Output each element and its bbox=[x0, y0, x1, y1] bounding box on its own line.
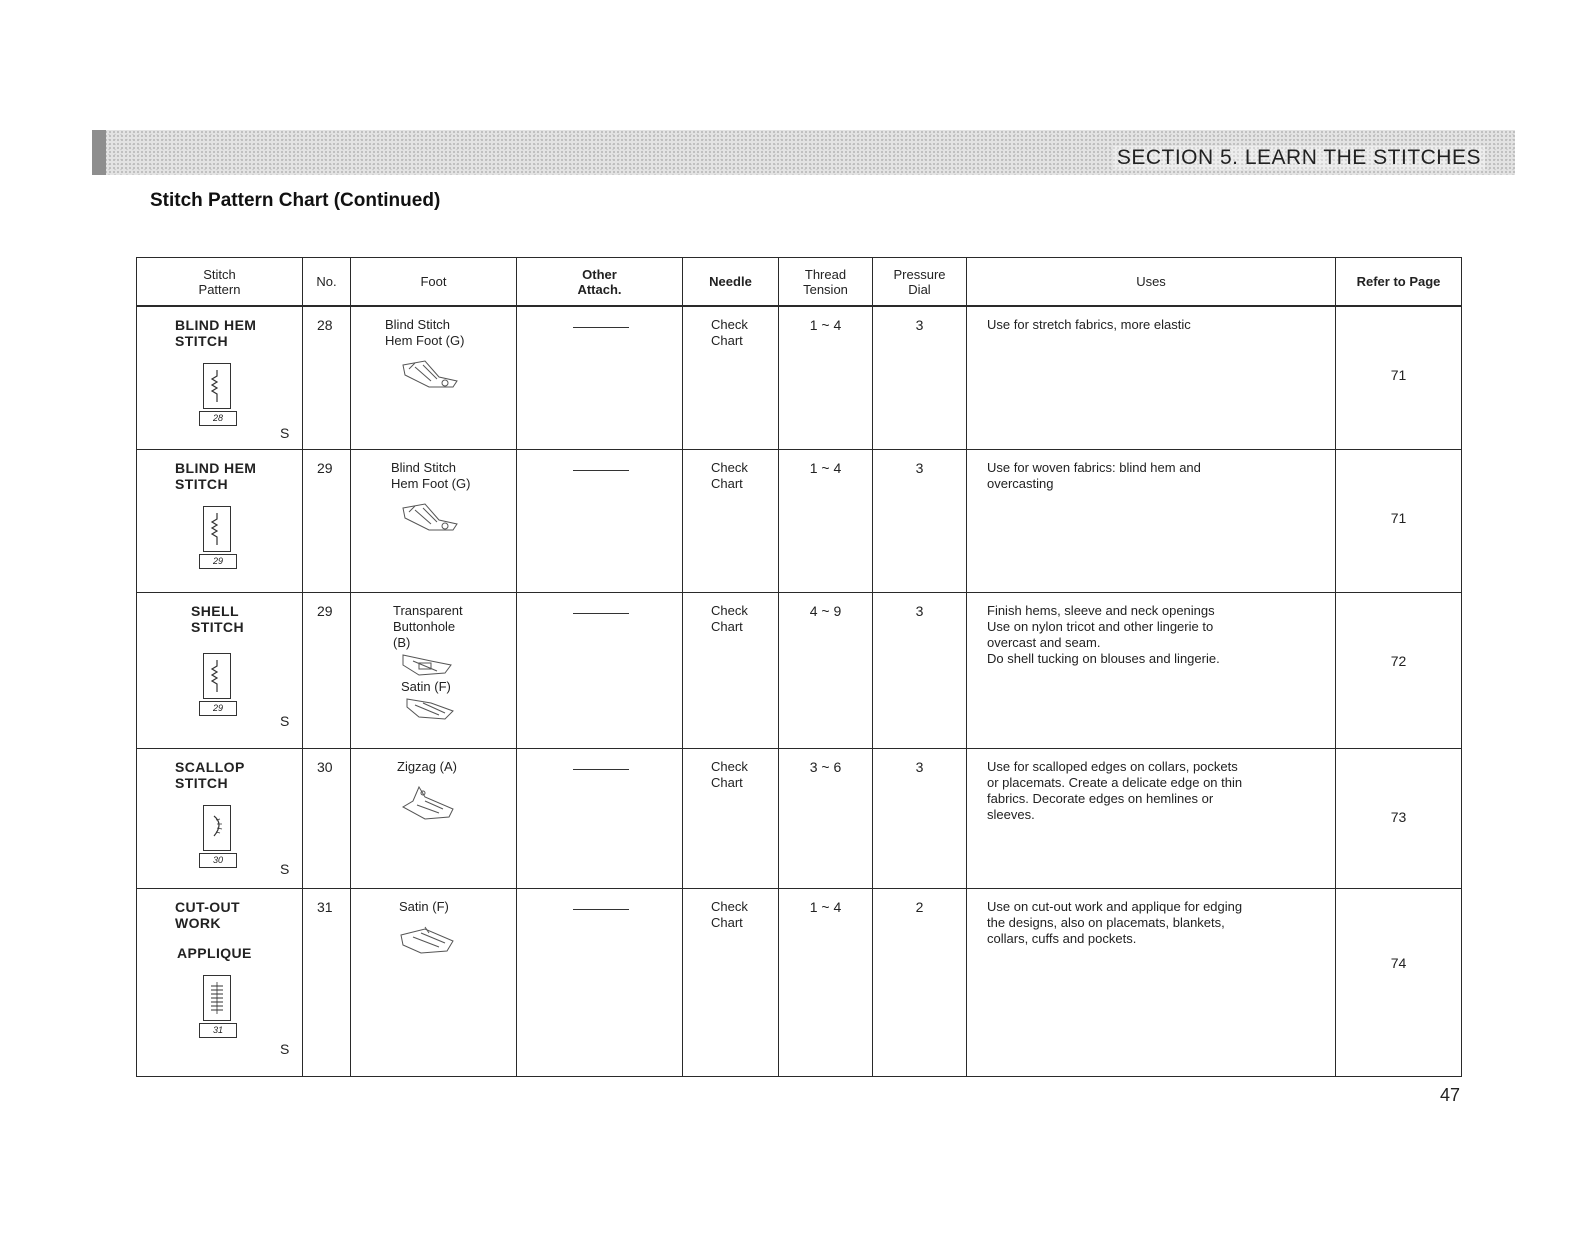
stitch-pattern-name: SCALLOP STITCH bbox=[175, 758, 245, 791]
zigzag-foot-icon bbox=[395, 783, 465, 827]
stitch-pattern-cell bbox=[137, 888, 303, 1076]
pressure-cell: 3 bbox=[873, 306, 967, 449]
stitch-pattern-name: CUT-OUT WORK bbox=[175, 898, 241, 931]
pattern-number-label: 29 bbox=[199, 701, 237, 716]
tension-cell: 4 ~ 9 bbox=[779, 592, 873, 748]
no-cell: 31 bbox=[303, 888, 351, 1076]
foot-cell: Satin (F) bbox=[351, 888, 517, 1076]
page-ref-cell: 71 bbox=[1336, 306, 1462, 449]
s-mark: S bbox=[280, 425, 290, 441]
uses-cell: Use for scalloped edges on collars, pockets or placemats. Create a delicate edge on thin fabrics. Decorate edges on hemlines or sleeves. bbox=[967, 748, 1336, 888]
col-header-other-attach: Other Attach. bbox=[517, 258, 683, 307]
dash-none bbox=[573, 909, 629, 910]
stitch-pattern-cell bbox=[137, 592, 303, 748]
stitch-pattern-cell bbox=[137, 748, 303, 888]
pattern-number-label: 29 bbox=[199, 554, 237, 569]
chart-title: Stitch Pattern Chart (Continued) bbox=[150, 190, 441, 211]
tension-cell: 1 ~ 4 bbox=[779, 888, 873, 1076]
other-attach-cell bbox=[517, 748, 683, 888]
table-row bbox=[137, 748, 1462, 888]
stitch-pattern-table bbox=[136, 257, 1462, 1077]
section-title: SECTION 5. LEARN THE STITCHES bbox=[1113, 146, 1485, 170]
col-header-stitch-pattern: Stitch Pattern bbox=[137, 258, 303, 307]
needle-cell: Check Chart bbox=[683, 306, 779, 449]
col-header-thread-tension: Thread Tension bbox=[779, 258, 873, 307]
stitch-pattern-cell bbox=[137, 449, 303, 592]
col-header-pressure-dial: Pressure Dial bbox=[873, 258, 967, 307]
foot-cell: Blind Stitch Hem Foot (G) bbox=[351, 449, 517, 592]
no-cell: 29 bbox=[303, 592, 351, 748]
col-header-needle: Needle bbox=[683, 258, 779, 307]
banner-tab-mark bbox=[92, 130, 106, 175]
uses-cell: Use on cut-out work and applique for edging the designs, also on placemats, blankets, collars, cuffs and pockets. bbox=[967, 888, 1336, 1076]
foot-cell: Zigzag (A) bbox=[351, 748, 517, 888]
no-cell: 30 bbox=[303, 748, 351, 888]
pressure-cell: 3 bbox=[873, 449, 967, 592]
other-attach-cell bbox=[517, 449, 683, 592]
pressure-cell: 2 bbox=[873, 888, 967, 1076]
pattern-number-label: 30 bbox=[199, 853, 237, 868]
satin-foot-icon bbox=[401, 695, 461, 723]
page-ref-cell: 74 bbox=[1336, 888, 1462, 1076]
foot-cell: Transparent Buttonhole (B) Satin (F) bbox=[351, 592, 517, 748]
no-cell: 29 bbox=[303, 449, 351, 592]
s-mark: S bbox=[280, 860, 290, 877]
col-header-refer-to-page: Refer to Page bbox=[1336, 258, 1462, 307]
needle-cell: Check Chart bbox=[683, 449, 779, 592]
stitch-pattern-cell bbox=[137, 306, 303, 449]
uses-cell: Use for stretch fabrics, more elastic bbox=[967, 306, 1336, 449]
col-header-no: No. bbox=[303, 258, 351, 307]
pressure-cell: 3 bbox=[873, 748, 967, 888]
foot-cell: Blind Stitch Hem Foot (G) bbox=[351, 306, 517, 449]
tension-cell: 3 ~ 6 bbox=[779, 748, 873, 888]
col-header-foot: Foot bbox=[351, 258, 517, 307]
dash-none bbox=[573, 613, 629, 614]
blind-stitch-foot-icon bbox=[395, 357, 465, 397]
dash-none bbox=[573, 769, 629, 770]
dash-none bbox=[573, 327, 629, 328]
page-ref-cell: 72 bbox=[1336, 592, 1462, 748]
tension-cell: 1 ~ 4 bbox=[779, 306, 873, 449]
table-header-row bbox=[137, 258, 1462, 307]
uses-cell: Use for woven fabrics: blind hem and overcasting bbox=[967, 449, 1336, 592]
uses-cell: Finish hems, sleeve and neck openings Use on nylon tricot and other lingerie to overcast and seam. Do shell tucking on blouses and lingerie. bbox=[967, 592, 1336, 748]
stitch-pattern-name: BLIND HEM STITCH bbox=[175, 317, 257, 349]
needle-cell: Check Chart bbox=[683, 748, 779, 888]
table-row bbox=[137, 449, 1462, 592]
needle-cell: Check Chart bbox=[683, 888, 779, 1076]
section-banner bbox=[92, 130, 1515, 175]
table-row bbox=[137, 306, 1462, 449]
no-cell: 28 bbox=[303, 306, 351, 449]
other-attach-cell bbox=[517, 888, 683, 1076]
pattern-selector-icon bbox=[199, 975, 235, 1039]
dash-none bbox=[573, 470, 629, 471]
tension-cell: 1 ~ 4 bbox=[779, 449, 873, 592]
stitch-pattern-name-extra: APPLIQUE bbox=[177, 944, 252, 961]
pattern-selector-icon bbox=[199, 363, 235, 427]
other-attach-cell bbox=[517, 592, 683, 748]
stitch-pattern-name: SHELL STITCH bbox=[191, 602, 244, 635]
pattern-selector-icon bbox=[199, 506, 235, 570]
buttonhole-foot-icon bbox=[397, 651, 457, 679]
pressure-cell: 3 bbox=[873, 592, 967, 748]
stitch-pattern-name: BLIND HEM STITCH bbox=[175, 459, 257, 492]
needle-cell: Check Chart bbox=[683, 592, 779, 748]
page-number: 47 bbox=[1440, 1085, 1461, 1105]
satin-foot-icon bbox=[395, 923, 465, 963]
blind-stitch-foot-icon bbox=[395, 500, 465, 540]
s-mark: S bbox=[280, 712, 290, 729]
other-attach-cell bbox=[517, 306, 683, 449]
col-header-uses: Uses bbox=[967, 258, 1336, 307]
table-row bbox=[137, 592, 1462, 748]
page-ref-cell: 71 bbox=[1336, 449, 1462, 592]
pattern-selector-icon bbox=[199, 805, 235, 869]
pattern-number-label: 31 bbox=[199, 1023, 237, 1038]
pattern-number-label: 28 bbox=[199, 411, 237, 426]
page-ref-cell: 73 bbox=[1336, 748, 1462, 888]
pattern-selector-icon bbox=[199, 653, 235, 717]
s-mark: S bbox=[280, 1040, 290, 1057]
table-row bbox=[137, 888, 1462, 1076]
